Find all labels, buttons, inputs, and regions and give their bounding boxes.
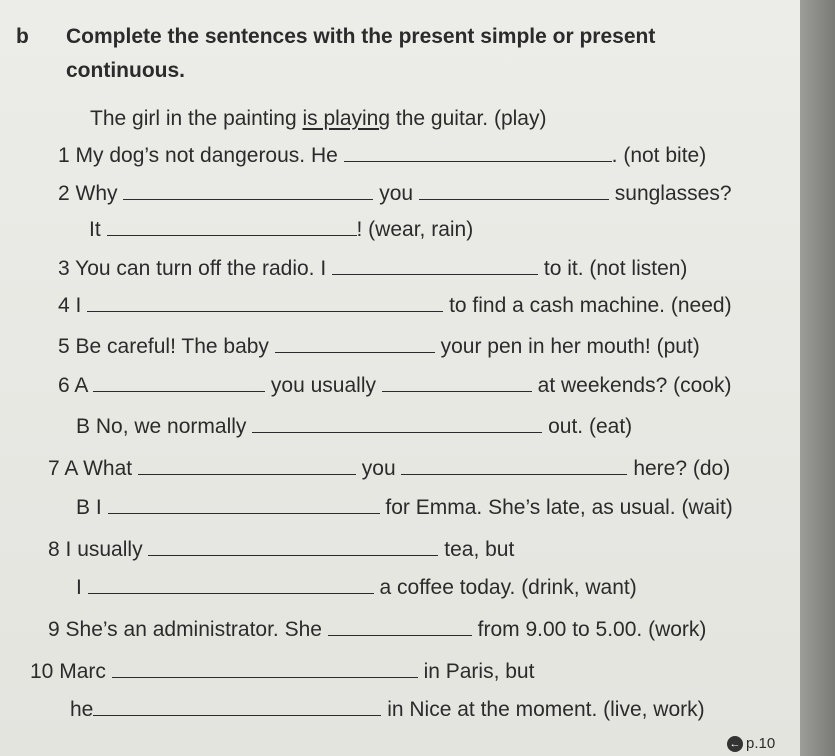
item-text: Why bbox=[75, 182, 118, 205]
item-text: a coffee today. (drink, want) bbox=[379, 576, 637, 599]
item-text: What bbox=[83, 457, 133, 480]
item-text: to find a cash machine. (need) bbox=[449, 294, 732, 317]
item-6a bbox=[58, 373, 731, 399]
back-arrow-icon: ← bbox=[727, 736, 743, 752]
item-4 bbox=[58, 293, 732, 319]
item-text: for Emma. She’s late, as usual. (wait) bbox=[385, 496, 733, 519]
answer-blank[interactable] bbox=[112, 659, 418, 678]
item-text: ! (wear, rain) bbox=[356, 218, 474, 241]
answer-blank[interactable] bbox=[401, 456, 627, 475]
item-text: your pen in her mouth! (put) bbox=[440, 335, 700, 358]
item-text: She’s an administrator. She bbox=[65, 618, 322, 641]
answer-blank[interactable] bbox=[148, 537, 438, 556]
item-text: You can turn off the radio. I bbox=[75, 257, 327, 280]
item-text: I usually bbox=[65, 538, 143, 561]
answer-blank[interactable] bbox=[93, 697, 381, 716]
item-text: he bbox=[70, 698, 94, 721]
item-text: I bbox=[76, 576, 82, 599]
example-sentence bbox=[90, 106, 546, 132]
item-text: you bbox=[379, 182, 414, 205]
page-ref-label: p.10 bbox=[746, 735, 776, 752]
answer-blank[interactable] bbox=[138, 456, 356, 475]
item-7a bbox=[48, 456, 730, 482]
example-before: The girl in the painting bbox=[90, 107, 297, 130]
item-text: My dog’s not dangerous. He bbox=[75, 144, 338, 167]
exercise-letter: b bbox=[16, 25, 29, 48]
answer-blank[interactable] bbox=[123, 181, 373, 200]
item-number: 5 bbox=[58, 335, 70, 358]
answer-blank[interactable] bbox=[87, 293, 443, 312]
instruction-line-1: Complete the sentences with the present simple or present bbox=[66, 25, 656, 48]
speaker-label: B bbox=[76, 415, 91, 438]
answer-blank[interactable] bbox=[93, 373, 265, 392]
item-2-line-2 bbox=[89, 217, 473, 243]
answer-blank[interactable] bbox=[332, 256, 538, 275]
page-reference[interactable] bbox=[727, 735, 775, 752]
item-9 bbox=[48, 617, 706, 643]
item-7b bbox=[76, 495, 733, 521]
item-text: No, we normally bbox=[95, 415, 247, 438]
item-text: in Nice at the moment. (live, work) bbox=[387, 698, 705, 721]
item-text: you bbox=[361, 457, 396, 480]
answer-blank[interactable] bbox=[382, 373, 532, 392]
item-text: at weekends? (cook) bbox=[537, 374, 732, 397]
item-10 bbox=[30, 659, 534, 685]
item-text: It bbox=[89, 218, 101, 241]
item-8-line-2 bbox=[76, 575, 637, 601]
item-5 bbox=[58, 334, 700, 360]
item-number: 3 bbox=[58, 257, 70, 280]
speaker-label: B bbox=[76, 496, 91, 519]
item-text: Marc bbox=[59, 660, 106, 683]
item-3 bbox=[58, 256, 687, 282]
answer-blank[interactable] bbox=[88, 575, 374, 594]
item-8 bbox=[48, 537, 514, 563]
item-2 bbox=[58, 181, 732, 207]
item-text: . (not bite) bbox=[611, 144, 707, 167]
answer-blank[interactable] bbox=[344, 143, 612, 162]
item-number: 10 bbox=[30, 660, 54, 683]
item-text: I bbox=[75, 294, 82, 317]
item-number: 9 bbox=[48, 618, 60, 641]
answer-blank[interactable] bbox=[275, 334, 435, 353]
instruction-line-2: continuous. bbox=[66, 59, 185, 82]
item-text: I bbox=[95, 496, 102, 519]
item-text: here? (do) bbox=[633, 457, 731, 480]
item-number: 8 bbox=[48, 538, 60, 561]
item-text: from 9.00 to 5.00. (work) bbox=[477, 618, 707, 641]
item-6b bbox=[76, 414, 632, 440]
item-number: 7 bbox=[48, 457, 60, 480]
answer-blank[interactable] bbox=[108, 495, 380, 514]
item-text: tea, but bbox=[444, 538, 515, 561]
item-text: out. (eat) bbox=[548, 415, 633, 438]
item-number: 1 bbox=[58, 144, 70, 167]
item-number: 2 bbox=[58, 182, 70, 205]
item-number: 4 bbox=[58, 294, 70, 317]
answer-blank[interactable] bbox=[252, 414, 542, 433]
item-text: sunglasses? bbox=[614, 182, 732, 205]
item-text: you usually bbox=[270, 374, 376, 397]
item-10-line-2 bbox=[70, 697, 705, 723]
answer-blank[interactable] bbox=[328, 617, 472, 636]
answer-blank[interactable] bbox=[107, 217, 357, 236]
speaker-label: A bbox=[64, 457, 78, 480]
speaker-label: A bbox=[74, 374, 88, 397]
example-after: the guitar. (play) bbox=[395, 107, 547, 130]
item-text: to it. (not listen) bbox=[543, 257, 688, 280]
item-text: in Paris, but bbox=[423, 660, 535, 683]
item-text: Be careful! The baby bbox=[75, 335, 269, 358]
answer-blank[interactable] bbox=[419, 181, 609, 200]
item-number: 6 bbox=[58, 374, 70, 397]
item-1 bbox=[58, 143, 706, 169]
example-answer: is playing bbox=[302, 107, 391, 130]
page-edge-shadow bbox=[800, 0, 835, 756]
